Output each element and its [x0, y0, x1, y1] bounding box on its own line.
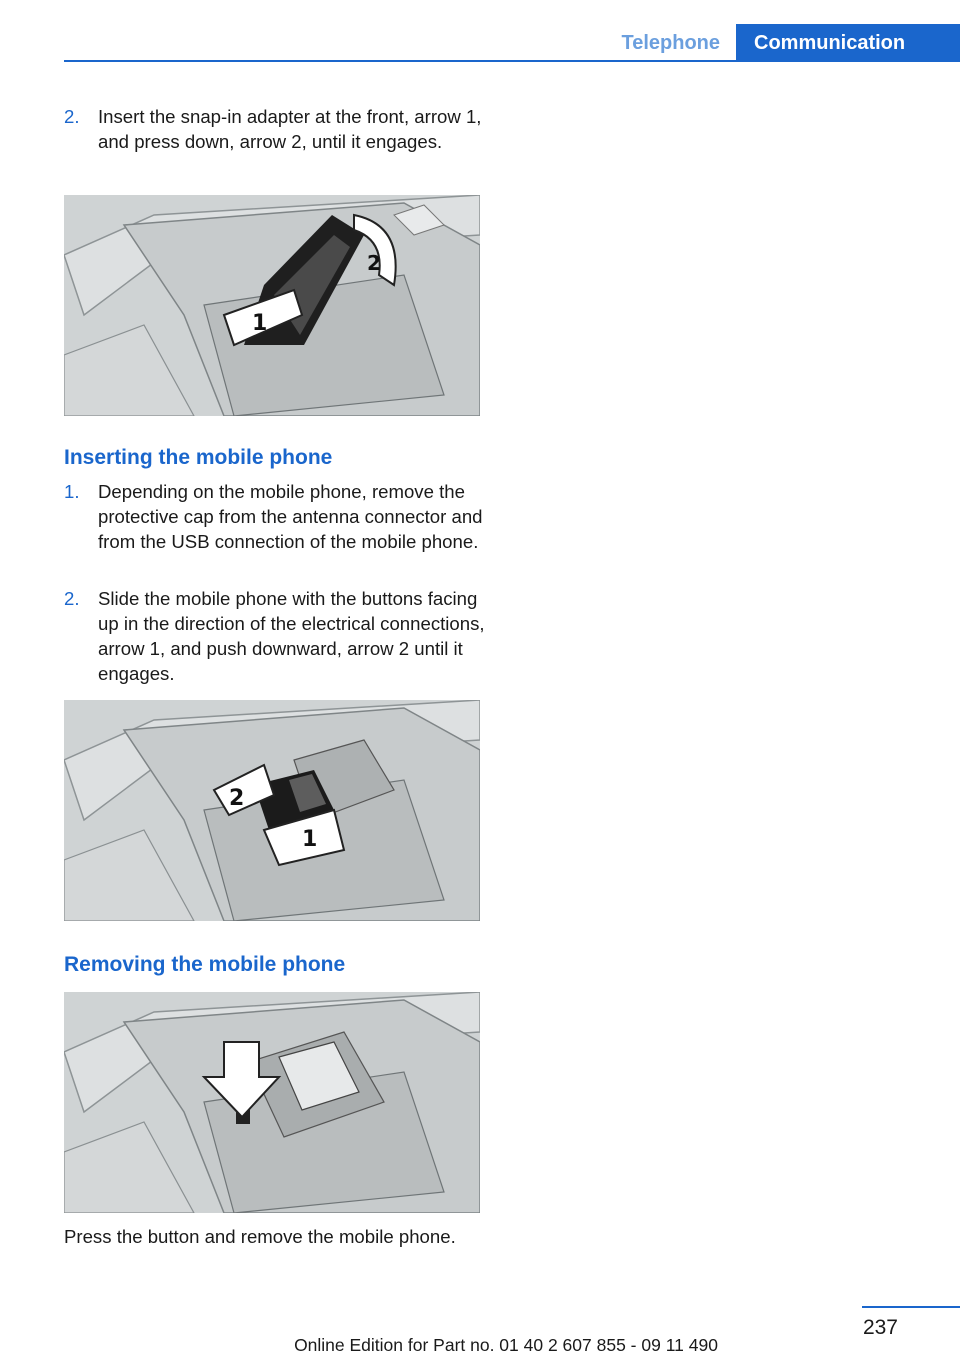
phone-removal-illustration: [64, 992, 480, 1213]
step-text: Depending on the mobile phone, remove the protective cap from the antenna connector and from the USB connection of the mobile phone.: [98, 481, 483, 552]
chapter-tab-communication[interactable]: Communication: [736, 24, 960, 62]
section-heading-inserting: Inserting the mobile phone: [64, 446, 333, 469]
section-tab-telephone[interactable]: Telephone: [621, 32, 720, 54]
arrow-label: 1: [302, 827, 318, 852]
step-number: 2.: [64, 106, 80, 127]
arrow-label: 2: [367, 251, 381, 275]
adapter-insertion-illustration: [64, 195, 480, 416]
arrow-label: 1: [252, 311, 268, 336]
page-number: 237: [862, 1316, 898, 1339]
footer-rule: [862, 1306, 960, 1308]
section-heading-removing: Removing the mobile phone: [64, 953, 346, 976]
step-number: 2.: [64, 588, 80, 609]
step-text: Insert the snap-in adapter at the front, arrow 1, and press down, arrow 2, until it engages.: [98, 106, 482, 152]
header-rule: [64, 60, 960, 62]
step-text: Slide the mobile phone with the buttons facing up in the direction of the electrical connections, arrow 1, and push downward, arrow 2 until it engages.: [98, 588, 485, 684]
phone-insertion-illustration: [64, 700, 480, 921]
step-number: 1.: [64, 481, 80, 502]
arrow-label: 2: [229, 786, 245, 811]
removal-caption: Press the button and remove the mobile phone.: [64, 1226, 456, 1247]
edition-note: Online Edition for Part no. 01 40 2 607 855 - 09 11 490: [294, 1335, 718, 1355]
